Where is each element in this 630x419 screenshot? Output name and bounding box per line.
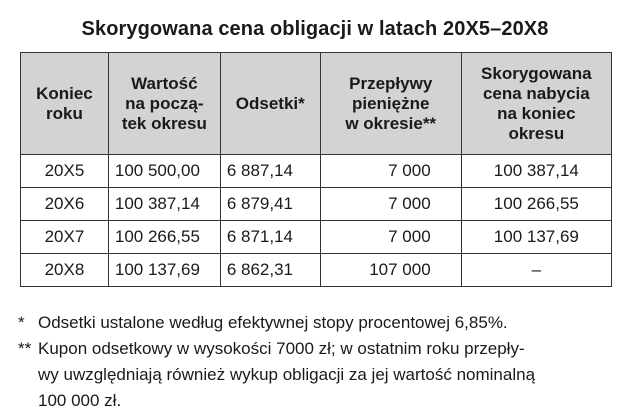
header-adjusted-price (461, 53, 611, 155)
footnote-mark: * (18, 313, 25, 332)
header-cash-flow-line-2: pieniężne (351, 93, 430, 113)
header-start-value-line-3: tek okresu (121, 113, 207, 133)
cell-year: 20X8 (21, 254, 109, 287)
bond-price-table (20, 52, 612, 287)
cell-year: 20X5 (21, 155, 109, 188)
cell-cash-flow: 7 000 (320, 221, 461, 254)
cell-start-value: 100 500,00 (108, 155, 220, 188)
header-year-line-2: roku (46, 103, 83, 123)
cell-interest: 6 862,31 (220, 254, 320, 287)
cell-start-value: 100 266,55 (108, 221, 220, 254)
cell-adjusted-price: 100 266,55 (461, 188, 611, 221)
header-year (21, 53, 109, 155)
cell-interest: 6 871,14 (220, 221, 320, 254)
header-start-value-line-1: Wartość (131, 73, 198, 93)
footnote-text: Odsetki ustalone według efektywnej stopy procentowej 6,85%. (38, 313, 508, 332)
table-row (21, 155, 612, 188)
header-cash-flow (320, 53, 461, 155)
header-year-line-1: Koniec (36, 83, 93, 103)
cell-adjusted-price: – (461, 254, 611, 287)
header-cash-flow-line-3: w okresie** (345, 113, 437, 133)
footnote-text-line-3: 100 000 zł. (38, 391, 122, 410)
header-adjusted-line-4: okresu (508, 123, 565, 143)
cell-start-value: 100 137,69 (108, 254, 220, 287)
footnote-text-line-2: wy uwzględniają również wykup obligacji za jej wartość nominalną (38, 365, 536, 384)
footnote-mark: ** (18, 339, 32, 358)
header-interest (220, 53, 320, 155)
header-start-value (108, 53, 220, 155)
header-start-value-line-2: na począ- (125, 93, 204, 113)
cell-cash-flow: 7 000 (320, 188, 461, 221)
header-interest-label: Odsetki* (235, 93, 305, 113)
header-adjusted-line-2: cena nabycia (482, 83, 590, 103)
footnote-text-line-1: Kupon odsetkowy w wysokości 7000 zł; w ostatnim roku przepły- (38, 339, 525, 358)
table-title: Skorygowana cena obligacji w latach 20X5–20X8 (81, 18, 549, 40)
footnote-cash-flow (18, 336, 618, 414)
cell-interest: 6 887,14 (220, 155, 320, 188)
table-row (21, 254, 612, 287)
cell-start-value: 100 387,14 (108, 188, 220, 221)
cell-year: 20X6 (21, 188, 109, 221)
cell-year: 20X7 (21, 221, 109, 254)
cell-cash-flow: 107 000 (320, 254, 461, 287)
cell-adjusted-price: 100 137,69 (461, 221, 611, 254)
header-cash-flow-line-1: Przepływy (349, 73, 433, 93)
cell-interest: 6 879,41 (220, 188, 320, 221)
header-adjusted-line-1: Skorygowana (481, 63, 592, 83)
footnote-interest (18, 310, 618, 336)
footnotes (18, 310, 618, 414)
cell-adjusted-price: 100 387,14 (461, 155, 611, 188)
table-row (21, 221, 612, 254)
cell-cash-flow: 7 000 (320, 155, 461, 188)
table-row (21, 188, 612, 221)
table-header-row (21, 53, 612, 155)
header-adjusted-line-3: na koniec (497, 103, 576, 123)
